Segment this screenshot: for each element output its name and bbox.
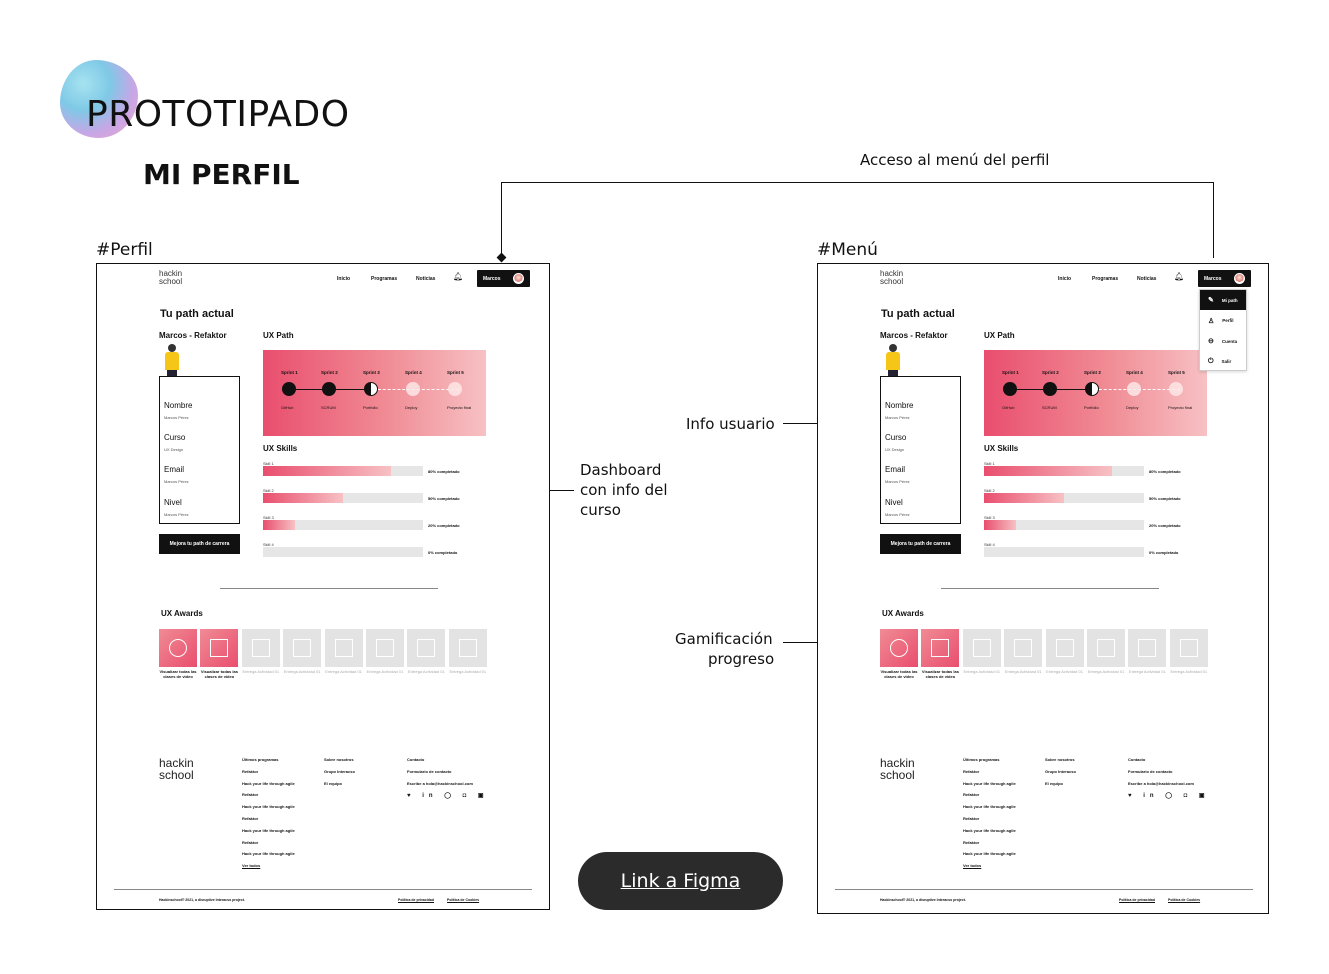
career-path-button[interactable]: Mejora tu path de carrera xyxy=(880,534,961,554)
award-badge[interactable] xyxy=(325,629,363,667)
skill-name: Skill 2 xyxy=(263,488,274,493)
skill-progress-track xyxy=(984,547,1144,557)
sprint-label: Sprint 4 xyxy=(1126,370,1143,375)
page-subtitle: MI PERFIL xyxy=(143,158,300,191)
award-caption: Entrega Actividad 01 xyxy=(1046,669,1083,674)
footer-link: Últimos programas xyxy=(242,757,279,762)
menu-item-mi-path[interactable] xyxy=(1200,290,1246,310)
cookies-link[interactable]: Política de Cookies xyxy=(447,898,480,902)
connector-dot xyxy=(497,253,507,263)
logo-line-1: hackin xyxy=(159,269,183,278)
content-divider xyxy=(941,588,1159,589)
skill-name: Skill 3 xyxy=(984,515,995,520)
footer-link[interactable]: Refaktor xyxy=(963,768,980,774)
field-value: UX Design xyxy=(164,447,184,452)
sprint-node[interactable] xyxy=(282,382,296,396)
award-badge[interactable] xyxy=(159,629,197,667)
skill-progress-label: 80% completado xyxy=(1149,469,1181,474)
field-value: Marcos Pérez xyxy=(164,512,189,517)
user-icon: ♙ xyxy=(1208,317,1215,325)
path-icon: ✎ xyxy=(1208,297,1214,304)
privacy-link[interactable]: Política de privacidad xyxy=(1119,898,1155,902)
nav-programas[interactable]: Programas xyxy=(1092,276,1119,282)
menu-item-label: Cuenta xyxy=(1221,338,1238,344)
award-caption: Entrega Actividad 01 xyxy=(1087,669,1125,674)
sprint-node[interactable] xyxy=(406,382,420,396)
field-label: Curso xyxy=(164,433,186,442)
path-title: Tu path actual xyxy=(160,308,234,320)
logo-line-2: school xyxy=(880,277,904,286)
app-logo[interactable] xyxy=(880,270,903,286)
sprint-node[interactable] xyxy=(1043,382,1057,396)
user-heading: Marcos - Refaktor xyxy=(159,331,227,340)
award-badge[interactable] xyxy=(407,629,445,667)
footer-logo[interactable] xyxy=(159,757,194,781)
check-icon xyxy=(376,639,394,657)
skill-progress-label: 20% completado xyxy=(1149,523,1181,528)
award-caption: Entrega Actividad 01 xyxy=(963,669,1001,674)
field-value: Marcos Pérez xyxy=(164,479,189,484)
sprint-label: Sprint 2 xyxy=(321,370,338,375)
page-title: PROTOTIPADO xyxy=(86,94,350,135)
sprint-node[interactable] xyxy=(1127,382,1141,396)
footer-link[interactable]: Refaktor xyxy=(242,792,259,798)
check-icon xyxy=(252,639,270,657)
check-icon xyxy=(335,639,353,657)
menu-item-cuenta[interactable] xyxy=(1200,331,1246,351)
awards-heading: UX Awards xyxy=(882,609,924,618)
field-label: Nivel xyxy=(164,498,182,507)
footer-contact-column xyxy=(407,754,473,789)
menu-item-label: Mi path xyxy=(1221,297,1238,303)
skills-heading: UX Skills xyxy=(263,444,298,453)
bell-icon[interactable]: 🔔︎ xyxy=(1174,272,1185,281)
footer-link[interactable]: Hack your life through agile xyxy=(242,804,295,810)
user-info-card xyxy=(159,376,240,524)
award-caption: Entrega Actividad 01 xyxy=(283,669,321,674)
connector-menu-right xyxy=(1213,182,1214,258)
footer-link[interactable]: Escribe a hola@hackinschool.com xyxy=(407,780,473,786)
footer-link: Contacto xyxy=(1128,757,1146,762)
annotation-dashboard-1: Dashboard xyxy=(580,461,662,479)
footer-link: Sobre nosotros xyxy=(1045,757,1075,762)
connector-menu-top xyxy=(501,182,1214,183)
logout-icon: ⏻ xyxy=(1208,357,1214,365)
copyright: Hackinschool® 2021, a disruptive Interacso project. xyxy=(159,898,245,902)
check-icon xyxy=(973,639,991,657)
check-icon xyxy=(1056,639,1074,657)
footer-link: Contacto xyxy=(407,757,425,762)
footer-link[interactable]: El equipo xyxy=(1045,780,1063,786)
footer-link[interactable]: Formulario de contacto xyxy=(407,768,452,774)
award-badge[interactable] xyxy=(921,629,959,667)
annotation-dashboard-2: con info del xyxy=(580,481,668,499)
award-badge[interactable] xyxy=(1004,629,1042,667)
nav-programas[interactable]: Programas xyxy=(371,276,398,282)
field-label: Nombre xyxy=(164,401,193,410)
award-badge[interactable] xyxy=(1046,629,1084,667)
award-caption: Visualizar todas las clases de video xyxy=(880,669,918,679)
sprint-node[interactable] xyxy=(1003,382,1017,396)
award-caption: Entrega Actividad 01 xyxy=(325,669,362,674)
award-caption: Entrega Actividad 01 xyxy=(1129,669,1166,674)
field-value: Marcos Pérez xyxy=(885,512,910,517)
menu-frame xyxy=(817,263,1269,914)
skill-progress-fill xyxy=(263,520,295,530)
sprint-step-label: Proyecto final xyxy=(1168,405,1193,410)
footer-link[interactable]: Hack your life through agile xyxy=(242,780,295,786)
award-badge[interactable] xyxy=(1087,629,1125,667)
footer-link[interactable]: Grupo Interacso xyxy=(324,768,355,774)
logo-line-1: hackin xyxy=(880,269,904,278)
footer-link[interactable]: Refaktor xyxy=(242,768,259,774)
copyright: Hackinschool® 2021, a disruptive Interacso project. xyxy=(880,898,966,902)
skill-progress-label: 0% completado xyxy=(428,550,458,555)
field-label: Email xyxy=(164,465,185,474)
nav-inicio[interactable]: Inicio xyxy=(1058,276,1072,282)
footer-link: Sobre nosotros xyxy=(324,757,354,762)
sprint-label: Sprint 3 xyxy=(1084,370,1101,375)
avatar xyxy=(1234,273,1245,284)
award-caption: Entrega Actividad 01 xyxy=(242,669,280,674)
sprint-label: Sprint 3 xyxy=(363,370,380,375)
annotation-gamificacion-1: Gamificación xyxy=(675,630,773,648)
account-icon: ⊖ xyxy=(1208,338,1214,345)
skill-progress-label: 80% completado xyxy=(428,469,460,474)
sprint-node[interactable] xyxy=(1169,382,1183,396)
check-icon xyxy=(1180,639,1198,657)
chat-icon xyxy=(931,639,949,657)
skill-name: Skill 1 xyxy=(984,461,995,466)
path-heading: UX Path xyxy=(984,331,1015,340)
footer-divider xyxy=(114,889,532,890)
sprint-step-label: SCRUM xyxy=(1042,405,1057,410)
menu-item-perfil[interactable] xyxy=(1200,311,1246,331)
field-value: UX Design xyxy=(885,447,905,452)
award-badge[interactable] xyxy=(963,629,1001,667)
annotation-dashboard-3: curso xyxy=(580,501,621,519)
skill-progress-label: 50% completado xyxy=(428,496,460,501)
footer-programs-column xyxy=(242,754,295,872)
skill-progress-fill xyxy=(984,520,1016,530)
footer-link[interactable]: Hack your life through agile xyxy=(963,780,1016,786)
user-info-card xyxy=(880,376,961,524)
award-badge[interactable] xyxy=(200,629,238,667)
cookies-link[interactable]: Política de Cookies xyxy=(1168,898,1201,902)
sprint-node[interactable] xyxy=(322,382,336,396)
skill-name: Skill 1 xyxy=(263,461,274,466)
footer-link[interactable]: Hack your life through agile xyxy=(963,827,1016,833)
award-badge[interactable] xyxy=(366,629,404,667)
award-caption: Entrega Actividad 01 xyxy=(1170,669,1208,674)
avatar xyxy=(513,273,524,284)
sprint-node[interactable] xyxy=(364,382,378,396)
footer-logo-line-2: school xyxy=(880,768,915,782)
menu-item-salir[interactable] xyxy=(1200,352,1246,372)
award-caption: Visualizar todas las clases de video xyxy=(159,669,197,679)
figma-link-button[interactable]: Link a Figma xyxy=(578,852,783,910)
path-title: Tu path actual xyxy=(881,308,955,320)
footer-link: Últimos programas xyxy=(963,757,1000,762)
user-heading: Marcos - Refaktor xyxy=(880,331,948,340)
footer-about-column xyxy=(324,754,355,789)
award-caption: Entrega Actividad 01 xyxy=(1004,669,1042,674)
skill-progress-label: 50% completado xyxy=(1149,496,1181,501)
annotation-menu-access: Acceso al menú del perfil xyxy=(860,151,1050,169)
sprint-step-label: Portfolio xyxy=(363,405,378,410)
skill-name: Skill 3 xyxy=(263,515,274,520)
field-value: Marcos Pérez xyxy=(885,415,910,420)
footer-logo[interactable] xyxy=(880,757,915,781)
section-label-perfil: #Perfil xyxy=(96,240,153,260)
connector-menu-left xyxy=(501,182,502,256)
check-icon xyxy=(1138,639,1156,657)
menu-item-label: Perfil xyxy=(1222,318,1234,323)
bell-icon[interactable]: 🔔︎ xyxy=(453,272,464,281)
footer-link[interactable]: Ver todos xyxy=(963,863,982,869)
sprint-step-label: GitHub xyxy=(281,405,294,410)
award-caption: Entrega Actividad 01 xyxy=(366,669,404,674)
social-icons[interactable]: ♥ in ◯ ◘ ▣ xyxy=(407,793,489,799)
content-divider xyxy=(220,588,438,589)
skill-name: Skill 2 xyxy=(984,488,995,493)
award-caption: Entrega Actividad 01 xyxy=(408,669,445,674)
footer-divider xyxy=(835,889,1253,890)
section-label-menu: #Menú xyxy=(817,240,878,260)
sprint-node[interactable] xyxy=(448,382,462,396)
footer-logo-line-1: hackin xyxy=(159,756,194,770)
sprint-label: Sprint 5 xyxy=(1168,370,1185,375)
privacy-link[interactable]: Política de privacidad xyxy=(398,898,434,902)
field-value: Marcos Pérez xyxy=(885,479,910,484)
footer-link[interactable]: Hack your life through agile xyxy=(242,851,295,857)
footer-logo-line-2: school xyxy=(159,768,194,782)
path-card xyxy=(984,350,1207,436)
footer-link[interactable]: Hack your life through agile xyxy=(242,827,295,833)
nav-noticias[interactable]: Noticias xyxy=(416,276,436,282)
skill-progress-fill xyxy=(263,466,391,476)
footer-link[interactable]: Refaktor xyxy=(963,792,980,798)
check-icon xyxy=(459,639,477,657)
play-icon xyxy=(890,639,908,657)
footer-link[interactable]: Refaktor xyxy=(242,839,259,845)
profile-name: Marcos xyxy=(1204,275,1222,282)
field-label: Curso xyxy=(885,433,907,442)
sprint-step-label: Proyecto final xyxy=(447,405,472,410)
footer-logo-line-1: hackin xyxy=(880,756,915,770)
sprint-step-label: SCRUM xyxy=(321,405,336,410)
footer-about-column xyxy=(1045,754,1076,789)
footer-link[interactable]: El equipo xyxy=(324,780,342,786)
profile-menu-button[interactable] xyxy=(477,270,530,287)
sprint-label: Sprint 1 xyxy=(1002,370,1019,375)
awards-heading: UX Awards xyxy=(161,609,203,618)
sprint-label: Sprint 4 xyxy=(405,370,422,375)
field-label: Email xyxy=(885,465,906,474)
sprint-step-label: Deploy xyxy=(1126,405,1139,410)
award-badge[interactable] xyxy=(880,629,918,667)
award-badge[interactable] xyxy=(1128,629,1166,667)
award-caption: Visualizar todas las clases de video xyxy=(200,669,238,679)
sprint-label: Sprint 1 xyxy=(281,370,298,375)
award-badge[interactable] xyxy=(283,629,321,667)
sprint-step-label: Deploy xyxy=(405,405,418,410)
footer-link[interactable]: Hack your life through agile xyxy=(963,851,1016,857)
menu-item-label: Salir xyxy=(1221,359,1232,364)
footer-link[interactable]: Refaktor xyxy=(963,815,980,821)
field-value: Marcos Pérez xyxy=(164,415,189,420)
annotation-info-usuario: Info usuario xyxy=(686,415,775,433)
sprint-label: Sprint 2 xyxy=(1042,370,1059,375)
skill-progress-label: 20% completado xyxy=(428,523,460,528)
profile-menu-button[interactable] xyxy=(1198,270,1251,287)
profile-dropdown-menu xyxy=(1199,289,1247,371)
footer-link[interactable]: Hack your life through agile xyxy=(963,804,1016,810)
skill-progress-fill xyxy=(263,493,343,503)
skill-name: Skill 4 xyxy=(263,542,274,547)
award-badge[interactable] xyxy=(449,629,487,667)
field-label: Nivel xyxy=(885,498,903,507)
footer-link[interactable]: Ver todos xyxy=(242,863,261,869)
field-label: Nombre xyxy=(885,401,914,410)
skill-progress-fill xyxy=(984,493,1064,503)
footer-contact-column xyxy=(1128,754,1194,789)
annotation-gamificacion-2: progreso xyxy=(708,650,775,668)
path-heading: UX Path xyxy=(263,331,294,340)
path-card xyxy=(263,350,486,436)
skill-progress-label: 0% completado xyxy=(1149,550,1179,555)
logo-line-2: school xyxy=(159,277,183,286)
career-path-button[interactable]: Mejora tu path de carrera xyxy=(159,534,240,554)
skill-progress-fill xyxy=(984,466,1112,476)
nav-inicio[interactable]: Inicio xyxy=(337,276,351,282)
check-icon xyxy=(417,639,435,657)
footer-link[interactable]: Refaktor xyxy=(242,815,259,821)
award-badge[interactable] xyxy=(1170,629,1208,667)
perfil-frame xyxy=(96,263,550,910)
sprint-label: Sprint 5 xyxy=(447,370,464,375)
check-icon xyxy=(1014,639,1032,657)
skill-name: Skill 4 xyxy=(984,542,995,547)
skill-progress-track xyxy=(263,547,423,557)
social-icons[interactable]: ♥ in ◯ ◘ ▣ xyxy=(1128,793,1210,799)
nav-noticias[interactable]: Noticias xyxy=(1137,276,1157,282)
footer-link[interactable]: Refaktor xyxy=(963,839,980,845)
award-caption: Entrega Actividad 01 xyxy=(449,669,487,674)
sprint-step-label: Portfolio xyxy=(1084,405,1099,410)
chat-icon xyxy=(210,639,228,657)
profile-name: Marcos xyxy=(483,275,501,282)
sprint-step-label: GitHub xyxy=(1002,405,1015,410)
award-caption: Visualizar todas las clases de video xyxy=(921,669,959,679)
skills-heading: UX Skills xyxy=(984,444,1019,453)
sprint-node[interactable] xyxy=(1085,382,1099,396)
footer-programs-column xyxy=(963,754,1016,872)
footer-link[interactable]: Formulario de contacto xyxy=(1128,768,1173,774)
award-badge[interactable] xyxy=(242,629,280,667)
app-logo[interactable] xyxy=(159,270,182,286)
play-icon xyxy=(169,639,187,657)
check-icon xyxy=(293,639,311,657)
footer-link[interactable]: Escribe a hola@hackinschool.com xyxy=(1128,780,1194,786)
footer-link[interactable]: Grupo Interacso xyxy=(1045,768,1076,774)
check-icon xyxy=(1097,639,1115,657)
